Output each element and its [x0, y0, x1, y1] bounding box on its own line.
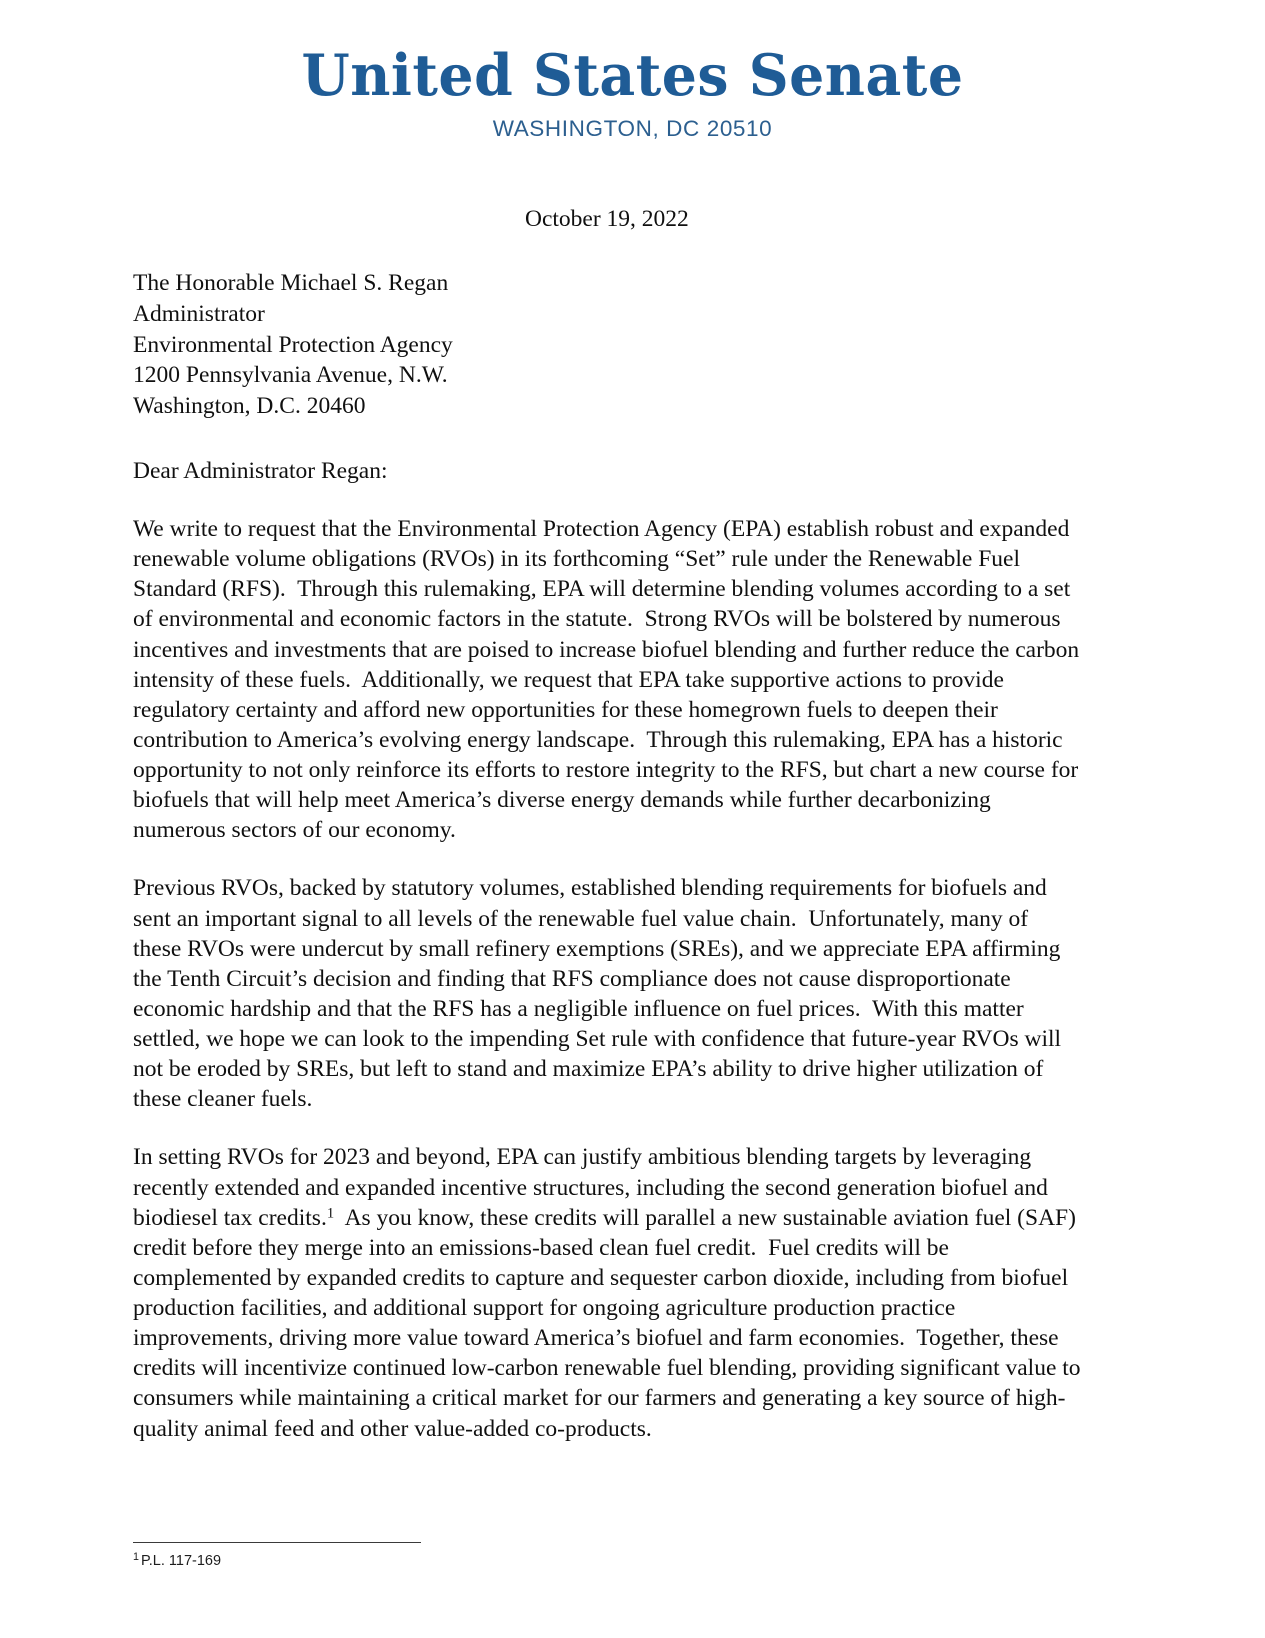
footnote-citation: P.L. 117-169: [140, 1553, 222, 1569]
footnote-reference-marker[interactable]: 1: [326, 1205, 335, 1222]
body-paragraph-2: Previous RVOs, backed by statutory volumes, established blending requirements for biofuels and sent an important signal to all levels of the renewable fuel value chain. Unfortunately, many of these RVOs were undercut by small refinery exemptions (SREs), and we appreciate EPA affirming the Tenth Circuit’s decision and finding that RFS compliance does not cause disproportionate economic hardship and that the RFS has a negligible influence on fuel prices. With this matter settled, we hope we can look to the impending Set rule with confidence that future-year RVOs will not be eroded by SREs, but left to stand and maximize EPA’s ability to drive higher utilization of these cleaner fuels.: [133, 875, 1067, 1113]
senate-letterhead-city: WASHINGTON, DC 20510: [492, 115, 773, 141]
recipient-agency: Environmental Protection Agency: [133, 331, 453, 358]
letter-date: October 19, 2022: [525, 206, 689, 232]
body-paragraph-1: We write to request that the Environmental Protection Agency (EPA) establish robust and expanded renewable volume obligations (RVOs) in its forthcoming “Set” rule under the Renewable Fuel Standard (RFS). Through this rulemaking, EPA will determine blending volumes according to a set of environmental and economic factors in the statute. Strong RVOs will be bolstered by numerous incentives and investments that are poised to increase biofuel blending and further reduce the carbon intensity of these fuels. Additionally, we request that EPA take supportive actions to provide regulatory certainty and afford new opportunities for these homegrown fuels to deepen their contribution to America’s evolving energy landscape. Through this rulemaking, EPA has a historic opportunity to not only reinforce its efforts to restore integrity to the RFS, but chart a new course for biofuels that will help meet America’s diverse energy demands while further decarbonizing numerous sectors of our economy.: [133, 516, 1086, 844]
letterhead: [0, 0, 1265, 142]
footnote-entry: [133, 1552, 1081, 1570]
recipient-address-block: [133, 268, 1081, 421]
recipient-city-state-zip: Washington, D.C. 20460: [133, 392, 366, 419]
body-paragraph-3: [133, 1142, 1087, 1443]
footnote-separator-rule: [133, 1542, 421, 1543]
recipient-title: Administrator: [133, 300, 265, 327]
paragraph-3-text-after-footnote-ref: As you know, these credits will parallel a new sustainable aviation fuel (SAF) credit before they merge into an emissions-based clean fuel credit. Fuel credits will be complemented by expanded credits to capture and sequester carbon dioxide, including from biofuel production facilities, and additional support for ongoing agriculture production practice improvements, driving more value toward America’s biofuel and farm economies. Together, these credits will incentivize continued low-carbon renewable fuel blending, providing significant value to consumers while maintaining a critical market for our farmers and generating a key source of high-quality animal feed and other value-added co-products.: [133, 1204, 1087, 1442]
letter-body: [133, 204, 1087, 1444]
salutation: Dear Administrator Regan:: [133, 457, 388, 484]
senate-letterhead-title: United States Senate: [301, 42, 964, 109]
footnote-number: 1: [133, 1551, 139, 1564]
recipient-street: 1200 Pennsylvania Avenue, N.W.: [133, 362, 448, 389]
paragraph-3-text-before-footnote-ref: In setting RVOs for 2023 and beyond, EPA can justify ambitious blending targets by leveraging recently extended and expanded incentive structures, including the second generation biofuel and biodiesel tax credits.: [133, 1144, 1054, 1231]
recipient-name: The Honorable Michael S. Regan: [133, 270, 449, 297]
footnote-area: [133, 1542, 1081, 1570]
